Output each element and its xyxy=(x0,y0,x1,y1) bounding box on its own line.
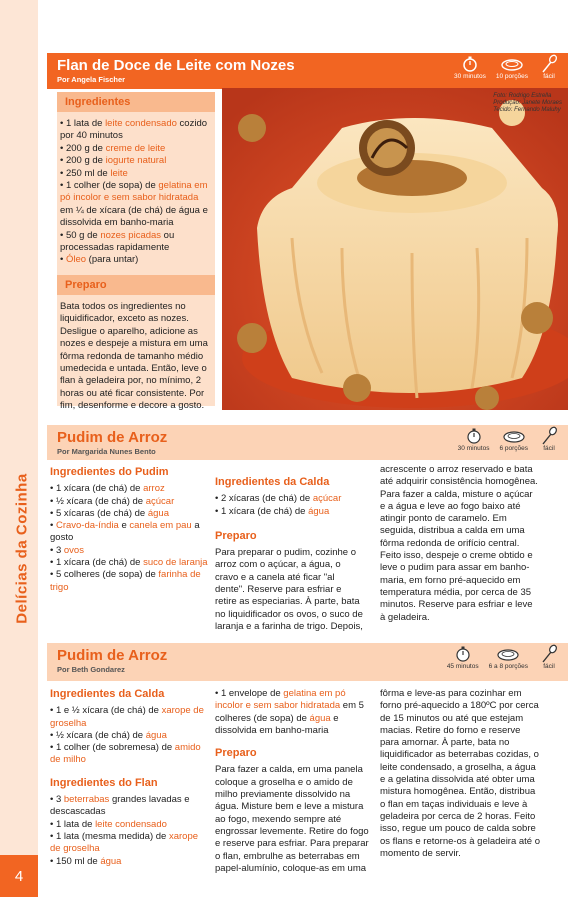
ingredient-name: gelatina em pó incolor e sem sabor hidratada xyxy=(215,688,346,712)
ingredient-name: leite condensado xyxy=(95,818,167,830)
recipe2-meta xyxy=(458,427,560,452)
recipe3-ing3-list xyxy=(215,688,370,737)
recipe1-time: 30 minutos xyxy=(454,73,486,80)
ingredient-text: • 3 xyxy=(50,794,64,806)
recipe3-ing1-title: Ingredientes da Calda xyxy=(50,688,165,700)
servings-plate-icon xyxy=(503,427,525,445)
recipe2-title: Pudim de Arroz xyxy=(57,429,168,446)
ingredient-item xyxy=(215,506,365,518)
ingredient-text: • 250 ml de xyxy=(60,167,111,179)
spoon-icon xyxy=(538,427,560,445)
recipe3-ing1-list xyxy=(50,705,210,766)
ingredient-text: • ½ xícara (de chá) de xyxy=(50,729,146,741)
ingredient-text: • 1 xícara (de chá) de xyxy=(50,557,144,569)
recipe2-col1 xyxy=(50,466,210,594)
recipe3-ing2-list xyxy=(50,794,210,868)
ingredient-name: leite condensado xyxy=(105,118,177,129)
sidebar xyxy=(0,0,38,897)
recipe3-servings: 6 a 8 porções xyxy=(488,663,528,670)
ingredient-text: • 1 envelope de xyxy=(215,688,284,699)
ingredient-name: farinha de trigo xyxy=(50,569,201,593)
ingredient-name: gelatina em pó incolor e sem sabor hidratada xyxy=(60,180,208,204)
timer-icon xyxy=(459,55,481,73)
ingredient-item xyxy=(50,705,210,730)
ingredient-text: • 1 colher (de sobremesa) de xyxy=(50,742,175,754)
recipe3-difficulty: fácil xyxy=(543,663,555,670)
ingredient-name: iogurte natural xyxy=(105,155,167,167)
ingredient-name: Óleo xyxy=(65,254,87,266)
servings-plate-icon xyxy=(497,645,519,663)
ingredient-item xyxy=(50,483,210,495)
recipe1-method-text: Bata todos os ingredientes no liquidificador, exceto as nozes. Desligue o aparelho, adicione as nozes e despeje a mistura em uma fôrma redonda de tamanho médio umedecida e untada. Então, leve o flan à geladeira por, no mínimo, 2 horas ou até ficar consistente. Por fim, desenforme e decore a gosto. xyxy=(60,300,208,412)
ingredient-name: arroz xyxy=(143,483,165,495)
recipe3-time: 45 minutos xyxy=(446,663,479,670)
recipe1-ingredients-list xyxy=(57,112,215,271)
ingredient-text: (para untar) xyxy=(86,254,139,266)
ingredient-text: e dissolvida em banho-maria xyxy=(215,712,339,736)
ingredient-text: ou processadas rapidamente xyxy=(60,229,175,254)
ingredient-item xyxy=(60,254,211,266)
ingredient-item xyxy=(50,856,210,868)
recipe2-col3 xyxy=(380,464,540,624)
ingredient-text: • 50 g de xyxy=(60,229,101,241)
ingredient-name: água xyxy=(309,712,331,724)
sidebar-label: Delícias da Cozinha xyxy=(13,473,31,624)
ingredient-name: açúcar xyxy=(145,495,175,507)
ingredient-text: • 1 xícara (de chá) de xyxy=(50,483,144,495)
recipe2-author: Por Margarida Nunes Bento xyxy=(57,447,156,456)
ingredient-text: e xyxy=(118,520,130,532)
ingredient-text: • 1 lata de xyxy=(60,118,106,129)
recipe1-difficulty: fácil xyxy=(543,73,555,80)
spoon-icon xyxy=(538,645,560,663)
ingredient-text: • 1 xícara (de chá) de xyxy=(215,505,309,517)
ingredient-name: água xyxy=(147,507,169,519)
ingredient-name: água xyxy=(100,855,122,867)
ingredient-text: • 1 lata de xyxy=(50,818,96,830)
ingredient-text: • 3 xyxy=(50,544,64,556)
ingredient-item xyxy=(50,496,210,508)
ingredient-name: amido de milho xyxy=(50,742,201,766)
ingredient-item xyxy=(50,520,210,545)
ingredient-item xyxy=(50,569,210,594)
photo-credit: Foto: Rodrigo Estrella Produção: Janete Moraes Tecido: Fernando Maluhy xyxy=(493,93,562,113)
recipe3-header xyxy=(47,643,568,681)
ingredient-name: água xyxy=(308,505,330,517)
ingredient-text: • 5 colheres (de sopa) de xyxy=(50,569,159,581)
ingredient-item xyxy=(50,831,210,856)
recipe2-ing1-list xyxy=(50,483,210,594)
timer-icon xyxy=(452,645,474,663)
ingredient-item xyxy=(60,118,211,143)
ingredient-item xyxy=(50,730,210,742)
recipe1-ingredients-title: Ingredientes xyxy=(57,92,215,112)
recipe2-method-title: Preparo xyxy=(215,529,257,542)
ingredient-text: em ¼ de xícara (de chá) de água e dissolvida em banho-maria xyxy=(60,204,208,229)
recipe3-ing2-title: Ingredientes do Flan xyxy=(50,776,158,789)
ingredient-text: • 1 colher (de sopa) de xyxy=(60,180,159,192)
ingredient-text: • 2 xícaras (de chá) de xyxy=(215,493,313,505)
ingredient-item xyxy=(50,545,210,557)
ingredient-item xyxy=(50,794,210,819)
ingredient-text: • ½ xícara (de chá) de xyxy=(50,495,146,507)
recipe1-meta xyxy=(454,55,560,80)
ingredient-item xyxy=(215,493,365,505)
ingredient-name: nozes picadas xyxy=(100,229,162,241)
recipe3-author: Por Beth Gondarez xyxy=(57,665,125,674)
recipe3-title: Pudim de Arroz xyxy=(57,647,168,664)
recipe3-col3 xyxy=(380,688,540,860)
ingredient-name: xarope de groselha xyxy=(50,830,199,855)
ingredient-text: em 5 colheres (de sopa) de xyxy=(215,700,364,724)
recipe3-method-title: Preparo xyxy=(215,747,257,760)
ingredient-item xyxy=(50,508,210,520)
recipe2-header xyxy=(47,425,568,460)
ingredient-name: suco de laranja xyxy=(143,557,208,569)
ingredient-name: xarope de groselha xyxy=(50,705,204,729)
ingredient-item xyxy=(60,180,211,230)
ingredient-item xyxy=(50,557,210,569)
ingredient-text: • 200 g de xyxy=(60,155,106,167)
ingredient-name: Cravo-da-índia xyxy=(55,520,119,532)
ingredient-name: ovos xyxy=(63,544,84,556)
ingredient-text: • xyxy=(60,254,66,266)
ingredient-text: • 150 ml de xyxy=(50,855,101,867)
recipe2-time: 30 minutos xyxy=(457,445,490,452)
spoon-icon xyxy=(538,55,560,73)
recipe1-ingredients-box xyxy=(57,92,215,412)
ingredient-name: leite xyxy=(110,167,128,179)
recipe1-author: Por Angela Fischer xyxy=(57,75,126,84)
recipe2-method-b: acrescente o arroz reservado e bata até adquirir consistência homogênea. Para fazer a calda, misture o açúcar e a água e leve ao fogo baixo até atingir ponto de caramelo. Em seguida, distribua a calda em uma fôrma redonda de orifício central. Feito isso, despeje o creme obtido e leve o pudim para assar em banho-maria, em forno pré-aquecido em temperatura média, por cerca de 35 minutos. Reserve para esfriar e leve à geladeira. xyxy=(380,464,538,623)
ingredient-item xyxy=(60,143,211,155)
recipe1-servings: 10 porções xyxy=(495,73,528,80)
ingredient-item xyxy=(60,155,211,167)
recipe2-col2 xyxy=(215,476,365,633)
recipe2-method-a: Para preparar o pudim, cozinhe o arroz com o açúcar, a água, o cravo e a canela até ficar "al dente". Reserve para esfriar e retire as especiarias. À parte, bata no liquidificador os ovos, o suco de laranja e a farinha de trigo. Depois, xyxy=(215,547,363,632)
recipe3-meta xyxy=(447,645,560,670)
ingredient-text: • 200 g de xyxy=(60,142,106,154)
recipe2-ing1-title: Ingredientes do Pudim xyxy=(50,466,169,478)
flan-photo xyxy=(222,88,568,410)
ingredient-text: • 5 xícaras (de chá) de xyxy=(50,507,148,519)
ingredient-name: beterrabas xyxy=(63,794,110,806)
recipe2-ing2-list xyxy=(215,493,365,518)
page-number: 4 xyxy=(0,855,38,897)
ingredient-item xyxy=(60,168,211,180)
ingredient-text: a gosto xyxy=(50,520,200,544)
recipe2-ing2-title: Ingredientes da Calda xyxy=(215,476,330,488)
ingredient-text: • xyxy=(50,520,56,532)
ingredient-text: • 1 lata (mesma medida) de xyxy=(50,830,169,842)
ingredient-name: canela em pau xyxy=(129,520,192,532)
ingredient-text: • 1 e ½ xícara (de chá) de xyxy=(50,705,162,717)
ingredient-item xyxy=(50,819,210,831)
ingredient-item xyxy=(215,688,370,737)
ingredient-name: açúcar xyxy=(312,493,342,505)
recipe1-title: Flan de Doce de Leite com Nozes xyxy=(57,57,295,74)
recipe2-difficulty: fácil xyxy=(543,445,555,452)
ingredient-name: creme de leite xyxy=(105,142,166,154)
recipe1-method-title: Preparo xyxy=(57,275,215,295)
recipe1-header xyxy=(47,53,568,89)
ingredient-item xyxy=(50,742,210,767)
ingredient-item xyxy=(60,230,211,255)
ingredient-text: grandes lavadas e descascadas xyxy=(50,794,190,818)
recipe3-col1 xyxy=(50,688,210,868)
recipe3-method-b: fôrma e leve-as para cozinhar em forno pré-aquecido a 180ºC por cerca de 15 minutos ou até que estejam macias. Retire do forno e reserve para amornar. À parte, bata no liquidificador as beterrabas cozidas, o leite condensado, a groselha, a água e a gelatina dissolvida até obter uma mistura homogênea. Então, distribua o flan em taças individuais e leve à geladeira por cerca de 2 horas. Feito isso, regue um pouco de calda sobre os flans e retorne-os à geladeira até o momento de servir. xyxy=(380,688,541,859)
recipe2-servings: 6 porções xyxy=(499,445,528,452)
recipe3-col2 xyxy=(215,688,370,875)
ingredient-name: água xyxy=(145,729,167,741)
timer-icon xyxy=(463,427,485,445)
servings-plate-icon xyxy=(501,55,523,73)
recipe3-method-a: Para fazer a calda, em uma panela coloque a groselha e o amido de milho previamente dissolvido na água. Misture bem e leve a mistura ao fogo, mexendo sempre até engrossar levemente. Retire do fogo e reserve para esfriar. Para preparar o flan, embrulhe as beterrabas em papel-alumínio, coloque-as em uma xyxy=(215,764,369,874)
ingredient-text: cozido por 40 minutos xyxy=(60,118,208,142)
